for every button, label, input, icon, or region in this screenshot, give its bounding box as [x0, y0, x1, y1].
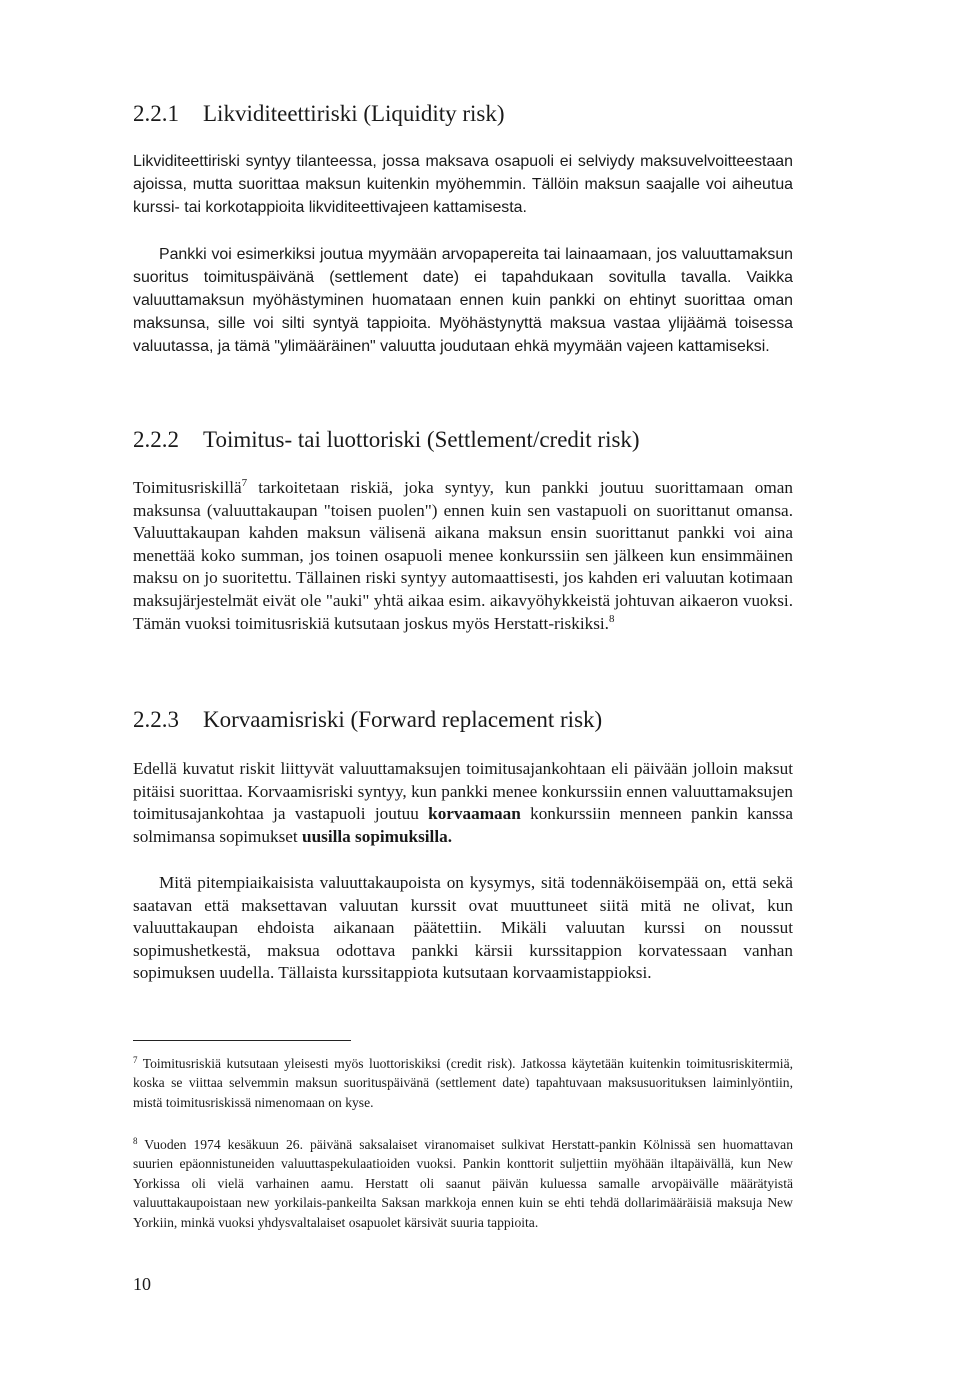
footnote-ref: 8	[608, 612, 615, 625]
bold-text: uusilla sopimuksilla.	[302, 826, 452, 846]
paragraph	[133, 758, 793, 848]
paragraph-text: Edellä kuvatut riskit liittyvät valuuttamaksujen toimitusajankohtaan eli päivään jolloin maksut pitäisi suorittaa. Korvaamisriski syntyy, kun pankki menee konkurssiin ennen valuuttamaksujen toimitusajankohtaa ja vastapuoli joutuu	[133, 759, 793, 824]
section-number: 2.2.3	[133, 707, 179, 732]
footnote-7	[133, 1054, 793, 1112]
page-number: 10	[133, 1274, 151, 1294]
section-number: 2.2.1	[133, 101, 179, 126]
footnote-marker: 8	[133, 1136, 138, 1146]
footnote-text: Toimitusriskiä kutsutaan yleisesti myös luottoriskiksi (credit risk). Jatkossa käytetään kuitenkin toimitusriskitermiä, koska se viittaa selvemmin maksun suorituspäivänä (settlement date) tapahtuvaan maksusuorituksen laiminlyöntiin, mistä toimitusriskissä nimenomaan on kyse.	[133, 1056, 794, 1110]
footnote-separator	[133, 1040, 351, 1041]
paragraph-lead: Toimitusriskillä	[133, 478, 242, 497]
bold-text: korvaamaan	[428, 804, 521, 824]
paragraph-text: konkurssiin menneen pankin kanssa solmimansa sopimukset	[133, 804, 793, 846]
section-number: 2.2.2	[133, 427, 179, 452]
section-heading-2-2-2	[133, 426, 793, 454]
footnote-text: Vuoden 1974 kesäkuun 26. päivänä saksalaiset viranomaiset sulkivat Herstatt-pankin Kölnissä sen huomattavan suurien epäonnistuneiden valuuttaspekulaatioiden vuoksi. Pankin konttorit suljettiin myöhään iltapäivällä, kun New Yorkissa oli vielä varhainen aamu. Herstatt oli saanut päivän kuluessa samalle arvopäivälle määrätyistä valuuttakaupoistaan new yorkilais-pankeilta Saksan markkoja ennen kuin se ehti tehdä dollarimääräisiä maksuja New Yorkiin, minkä vuoksi yhdysvaltalaiset osapuolet kärsivät suuria tappioita.	[133, 1137, 794, 1230]
footnote-8	[133, 1135, 793, 1232]
section-title: Korvaamisriski (Forward replacement risk)	[203, 707, 603, 732]
paragraph-body: tarkoitetaan riskiä, joka syntyy, kun pankki joutuu suorittamaan oman maksunsa (valuuttakaupan "toisen puolen") ennen kuin sen vastapuoli on suorittanut omansa. Valuuttakaupan kahden maksun välisenä aikana maksun ensin suorittanut pankki voi aina menettää koko summan, jos toinen osapuoli menee konkurssiin sen jälkeen kun ensimmäinen maksu on jo suoritettu. Tällainen riski syntyy automaattisesti, jos kahden eri valuutan kotimaan maksujärjestelmät eivät ole "auki" yhtä aikaa esim. aikavyöhykkeistä johtuvan aikaeron vuoksi. Tämän vuoksi toimitusriskiä kutsutaan joskus myös Herstatt-riskiksi.	[133, 478, 793, 633]
footnote-marker: 7	[133, 1055, 138, 1065]
section-title: Likviditeettiriski (Liquidity risk)	[203, 101, 505, 126]
paragraph: Pankki voi esimerkiksi joutua myymään arvopapereita tai lainaamaan, jos valuuttamaksun suoritus toimituspäivänä (settlement date) ei tapahdukaan sovitulla tavalla. Vaikka valuuttamaksun myöhästyminen huomataan ennen kuin pankki on ehtinyt suorittaa oman maksunsa, sille voi silti syntyä tappioita. Myöhästynyttä maksua vastaa ylijäämä toisessa valuutassa, ja tämä "ylimääräinen" valuutta joudutaan ehkä myymään vajeen kattamiseksi.	[133, 246, 793, 355]
paragraph: Mitä pitempiaikaisista valuuttakaupoista on kysymys, sitä todennäköisempää on, että sekä saatavan että maksettavan valuutan kurssit ovat muuttuneet siitä mitä ne olivat, kun valuuttakaupan ehdoista aikanaan päätettiin. Mikäli valuutan kurssi on noussut sopimushetkestä, maksua odottava pankki kärsii kurssitappion korvatessaan vanhan sopimuksen uudella. Tällaista kurssitappiota kutsutaan korvaamistappioksi.	[133, 873, 793, 983]
paragraph: Likviditeettiriski syntyy tilanteessa, jossa maksava osapuoli ei selviydy maksuvelvoitteestaan ajoissa, mutta suorittaa maksun kuitenkin myöhemmin. Tällöin maksun saajalle voi aiheutua kurssi- tai korkotappioita likviditeettivajeen kattamisesta.	[133, 153, 793, 216]
section-title: Toimitus- tai luottoriski (Settlement/credit risk)	[203, 427, 640, 452]
section-heading-2-2-1	[133, 100, 793, 128]
paragraph	[133, 477, 793, 635]
section-heading-2-2-3	[133, 706, 793, 734]
footnote-ref: 7	[241, 477, 248, 489]
